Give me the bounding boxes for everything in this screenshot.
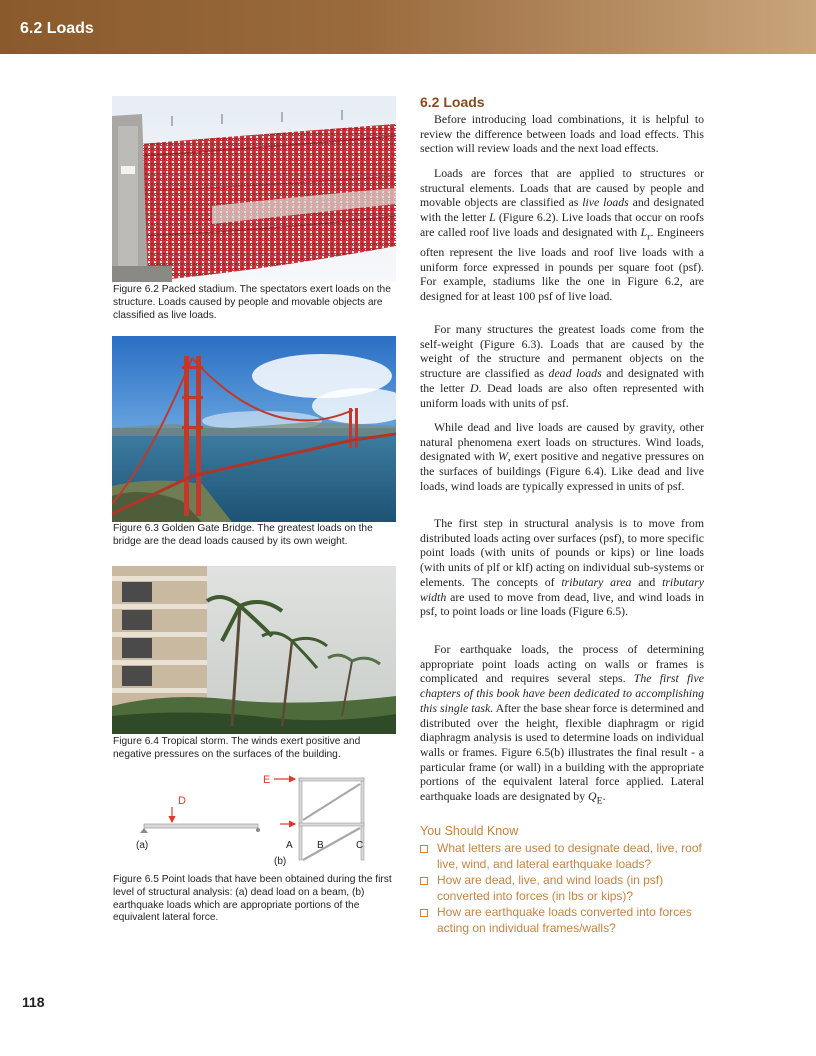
chapter-header-title: 6.2 Loads [20,20,94,37]
term-live-loads: live loads [582,195,629,210]
golden-gate-bridge-photo [112,336,396,522]
frame-floor-beam [299,823,364,826]
term-dead-loads: dead loads [548,366,602,381]
frame-brace-lower [303,828,360,860]
term-tributary-width: tributary width [420,574,705,604]
frame-label-A: A [286,840,293,851]
frame-label-C: C [356,840,364,851]
paragraph-2: Loads are forces that are applied to structures or structural elements. Loads that are caused by people and movable objects are classified as live loads and designated with the letter L (Figure 6.2). Live loads that occur on roofs are called roof live loads and designated with $L_r$. Engineers often represent the live loads and roof live loads with a uniform force expressed in pounds per square foot (psf). For example, stadiums like the one in Figure 6.2, are designed for at least 100 psf of live load. [420,166,704,303]
paragraph-5: The first step in structural analysis is to move from distributed loads acting over surfaces (psf), to more specific point loads (with units of pounds or kips) or line loads (with units of plf or klf) acting on individual sub-systems or elements. The concepts of tributary area and tributary width are used to move from dead, live, and wind loads in psf, to point loads or line loads (Figure 6.5). [420,516,705,619]
paragraph-6: For earthquake loads, the process of determining appropriate point loads acting on walls or frames is complicated and requires several steps. The first five chapters of this book have been dedicated to accomplishing this single task. After the base shear force is determined and distributed over the height, flexible diaphragm or rigid diaphragm analysis is used to determine loads on individual walls or frames. Figure 6.5(b) illustrates the final result - a particular frame (or wall) in a building with the appropriate portions of the equivalent lateral force applied. Lateral earthquake loads are designated by $Q_E$. [420,642,704,807]
load-diagram-figure [112,772,396,868]
page-number: 118 [22,994,45,1010]
earthquake-load-label: E [263,774,271,786]
checkbox-icon [420,877,428,885]
beam-right-support [256,828,260,832]
frame-column-left [299,778,302,860]
frame-label-B: B [317,840,324,851]
frame-brace-upper [303,784,360,820]
checkbox-icon [420,909,428,917]
dead-load-label: D [178,795,186,807]
paragraph-3: For many structures the greatest loads come from the self-weight (Figure 6.3). Loads that are caused by the weight of the structure and permanent objects on the structure are classified as dead loads and designated with the letter D. Dead loads are also often represented with uniform loads with units of psf. [420,322,704,410]
paragraph-4: While dead and live loads are caused by gravity, other natural phenomena exert loads on structures. Wind loads, designated with W, exert positive and negative pressures on the surfaces of buildings (Figure 6.4). Like dead and live loads, wind loads are typically expressed in units of psf. [420,420,704,493]
diagram-label-b: (b) [274,856,287,867]
stadium-photo [112,96,396,282]
you-should-know-heading: You Should Know [420,824,519,838]
beam-left-support [140,828,148,833]
beam [144,824,258,828]
chapter-header-bar [0,0,816,54]
figure-6-3-caption: Figure 6.3 Golden Gate Bridge. The greatest loads on the bridge are the dead loads caused by its own weight. [113,523,373,547]
you-should-know-item: How are dead, live, and wind loads (in psf) converted into forces (in lbs or kips)? [420,873,710,904]
checkbox-icon [420,845,428,853]
term-tributary-area: tributary area [561,574,632,589]
paragraph-1: Before introducing load combinations, it is helpful to review the difference between loads and load effects. This section will review loads and the next load effects. [420,112,704,156]
figure-6-2-caption: Figure 6.2 Packed stadium. The spectators exert loads on the structure. Loads caused by people and movable objects are classified as live loads. [113,284,391,321]
figure-6-4-caption: Figure 6.4 Tropical storm. The winds exert positive and negative pressures on the surfaces of the building. [113,736,361,760]
you-should-know-item: What letters are used to designate dead, live, roof live, wind, and lateral earthquake loads? [420,841,710,872]
you-should-know-item: How are earthquake loads converted into forces acting on individual frames/walls? [420,905,710,936]
tropical-storm-photo [112,566,396,734]
frame-roof-beam [299,778,364,781]
diagram-label-a: (a) [136,840,149,851]
section-heading: 6.2 Loads [420,94,485,110]
figure-6-5-caption: Figure 6.5 Point loads that have been obtained during the first level of structural analysis: (a) dead load on a beam, (b) earthquake loads which are appropriate portions of the equivalent lateral force. [113,874,392,924]
